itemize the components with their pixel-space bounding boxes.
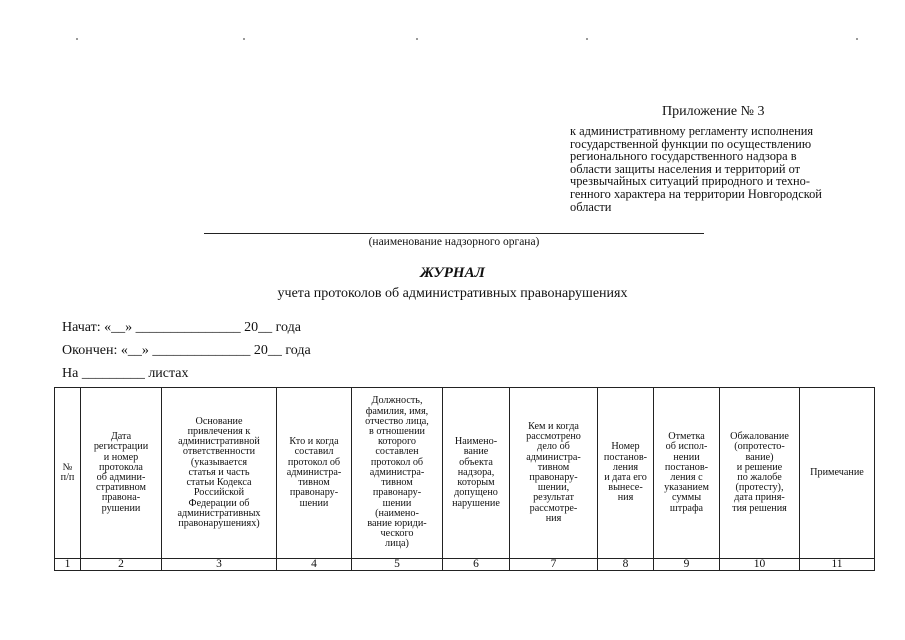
header-row — [55, 388, 875, 559]
finished-line: Окончен: «__» ______________ 20__ года — [62, 343, 311, 358]
appendix-line: регионального государственного надзора в — [570, 149, 797, 164]
appendix-line: области защиты населения и территорий от — [570, 161, 801, 176]
col-header-object — [443, 388, 510, 559]
col-header-appeal — [720, 388, 800, 559]
header-text: № п/п — [60, 461, 75, 483]
journal-title: ЖУРНАЛ — [420, 265, 485, 281]
col-header-registration — [81, 388, 162, 559]
header-text: Дата регистрации и номер протокола об админи- стративном правона- рушении — [93, 431, 149, 514]
column-number: 11 — [800, 559, 875, 571]
column-number: 2 — [81, 559, 162, 571]
column-number: 10 — [720, 559, 800, 571]
journal-table — [54, 387, 875, 571]
appendix-body — [570, 125, 870, 213]
column-number: 4 — [277, 559, 352, 571]
appendix-title: Приложение № 3 — [662, 104, 765, 119]
header-text: Наимено- вание объекта надзора, которым допущено нарушение — [452, 436, 500, 509]
scan-speck — [76, 38, 78, 40]
column-number: 3 — [162, 559, 277, 571]
header-text: Кто и когда составил протокол об администра- тивном правонару- шении — [286, 436, 342, 509]
column-number: 8 — [598, 559, 654, 571]
column-number: 6 — [443, 559, 510, 571]
appendix-line: области — [570, 199, 612, 214]
appendix-line: государственной функции по осуществлению — [570, 136, 812, 151]
started-line: Начат: «__» _______________ 20__ года — [62, 320, 301, 335]
sheets-line: На _________ листах — [62, 366, 189, 381]
org-name-line — [204, 233, 704, 234]
col-header-execution — [654, 388, 720, 559]
header-text: Кем и когда рассмотрено дело об администра- тивном правонару- шении, результат рассмотре- ния — [526, 420, 581, 524]
col-header-compiled-by — [277, 388, 352, 559]
header-text: Номер постанов- ления и дата его вынесе- ния — [603, 441, 648, 504]
scan-speck — [856, 38, 858, 40]
header-text: Обжалование (опротесто- вание) и решение по жалобе (протесту), дата приня- тия решения — [730, 431, 789, 514]
col-header-reviewed-by — [510, 388, 598, 559]
journal-subtitle: учета протоколов об административных правонарушениях — [277, 286, 628, 301]
scan-speck — [416, 38, 418, 40]
column-number: 1 — [55, 559, 81, 571]
appendix-line: чрезвычайных ситуаций природного и техно- — [570, 174, 810, 189]
column-number: 7 — [510, 559, 598, 571]
org-caption: (наименование надзорного органа) — [368, 236, 540, 248]
header-text: Примечание — [810, 466, 864, 478]
col-header-note — [800, 388, 875, 559]
col-header-person — [352, 388, 443, 559]
appendix-line: к административному регламенту исполнения — [570, 124, 814, 138]
scan-speck — [586, 38, 588, 40]
header-text: Отметка об испол- нении постанов- ления с указанием суммы штрафа — [664, 431, 709, 514]
col-header-grounds — [162, 388, 277, 559]
scan-speck — [243, 38, 245, 40]
column-number-row — [55, 559, 875, 571]
col-header-resolution — [598, 388, 654, 559]
appendix-line: генного характера на территории Новгородской — [570, 186, 822, 201]
col-header-number — [55, 388, 81, 559]
column-number: 5 — [352, 559, 443, 571]
header-text: Основание привлечения к административной ответственности (указывается статья и часть статьи Кодекса Российской Федерации об административных правонарушениях) — [177, 415, 261, 529]
column-number: 9 — [654, 559, 720, 571]
header-text: Должность, фамилия, имя, отчество лица, в отношении которого составлен протокол об администра- тивном правонару- шении (наимено- вание юриди- ческого лица) — [365, 395, 429, 550]
